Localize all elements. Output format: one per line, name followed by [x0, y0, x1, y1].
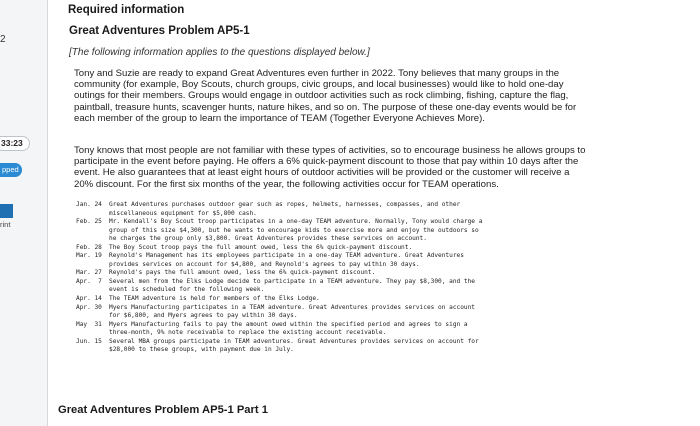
problem-title: Great Adventures Problem AP5-1: [69, 25, 250, 37]
print-button[interactable]: [0, 204, 22, 230]
print-icon: [0, 204, 13, 218]
transaction-date: [76, 210, 109, 219]
paragraph-line: 20% discount. For the first six months of the year, the following activities occur for TEAM operations.: [74, 178, 499, 190]
transaction-text: Myers Manufacturing fails to pay the amount owed within the specified period and agrees to sign a: [109, 320, 468, 328]
transaction-text: miscellaneous equipment for $5,800 cash.: [109, 209, 257, 217]
transaction-line: [76, 269, 686, 278]
transaction-line: [76, 304, 686, 313]
transaction-line: [76, 286, 686, 295]
transaction-text: Mr. Kendall's Boy Scout troop participates in a one-day TEAM adventure. Normally, Tony would charge a: [109, 218, 483, 226]
timer-display: 33:23: [0, 136, 30, 151]
intro-note: [The following information applies to the questions displayed below.]: [69, 47, 370, 58]
transaction-date: Mar. 19: [76, 252, 102, 260]
paragraph-line: Tony and Suzie are ready to expand Great Adventures even further in 2022. Tony believes that many groups in the: [74, 68, 560, 79]
transaction-line: [76, 227, 686, 236]
transaction-text: The TEAM adventure is held for members of the Elks Lodge.: [109, 295, 320, 303]
paragraph-line: event. He also guarantees that at least eight hours of outdoor activities will be provided or the customer will receive a: [74, 167, 570, 179]
transaction-text: he charges the group only $3,800. Great Adventures provides these services on account.: [109, 235, 427, 243]
transaction-date: Jun. 15: [76, 337, 102, 345]
part-title: Great Adventures Problem AP5-1 Part 1: [58, 404, 268, 416]
scenario-paragraph-1: [74, 68, 686, 124]
question-number[interactable]: 2: [0, 34, 6, 45]
paragraph-line: community (for example, Boy Scouts, church groups, civic groups, and local businesses) would like to hold one-day: [74, 79, 564, 91]
transaction-date: [76, 261, 109, 270]
question-nav-rail: [0, 0, 48, 426]
transaction-date: Apr. 7: [76, 277, 102, 285]
transaction-text: event is scheduled for the following week.: [109, 286, 265, 294]
transaction-date: Apr. 30: [76, 303, 102, 311]
transaction-date: [76, 235, 109, 244]
transaction-text: Myers Manufacturing participates in a TEAM adventure. Great Adventures provides services on account: [109, 303, 476, 311]
paragraph-line: Tony knows that most people are not familiar with these types of activities, so to encourage business he allows groups to: [74, 145, 586, 156]
transaction-line: [76, 295, 686, 304]
transaction-line: [76, 201, 686, 210]
transaction-text: The Boy Scout troop pays the full amount owed, less the 6% quick-payment discount.: [109, 243, 413, 251]
transaction-line: [76, 321, 686, 330]
transaction-text: Reynold's Management has its employees participate in a one-day TEAM adventure. Great Adventures: [109, 252, 464, 260]
transaction-date: [76, 346, 109, 355]
transaction-line: [76, 312, 686, 321]
transaction-line: [76, 338, 686, 347]
transaction-text: three-month, 9% note receivable to replace the existing account receivable.: [109, 329, 387, 337]
transaction-line: [76, 261, 686, 270]
transaction-line: [76, 244, 686, 253]
paragraph-line: outings for their members. Groups would engage in outdoor activities such as rock climbing, fishing, capture the flag,: [74, 90, 569, 102]
transaction-date: Jan. 24: [76, 201, 102, 208]
transaction-date: [76, 286, 109, 295]
transaction-text: Several men from the Elks Lodge decide to participate in a TEAM adventure. They pay $8,300, and the: [109, 277, 476, 285]
transaction-line: [76, 278, 686, 287]
transaction-text: Several MBA groups participate in TEAM adventures. Great Adventures provides services on account for: [109, 337, 479, 345]
transaction-text: $28,000 to these groups, with payment due in July.: [109, 346, 294, 354]
transaction-line: [76, 329, 686, 338]
transaction-text: provides services on account for $4,800, and Reynold's agrees to pay within 30 days.: [109, 260, 420, 268]
transaction-date: Apr. 14: [76, 295, 102, 303]
paragraph-line: each member of the group to learn the importance of TEAM (Together Everyone Achieves More).: [74, 112, 485, 124]
transaction-date: [76, 227, 109, 236]
transaction-text: for $6,800, and Myers agrees to pay within 30 days.: [109, 312, 298, 320]
transaction-line: [76, 218, 686, 227]
transaction-date: Feb. 28: [76, 243, 102, 251]
transaction-text: Great Adventures purchases outdoor gear such as ropes, helmets, harnesses, compasses, and other: [109, 201, 461, 208]
transaction-date: Feb. 25: [76, 218, 102, 226]
transaction-text: Reynold's pays the full amount owed, less the 6% quick-payment discount.: [109, 269, 376, 277]
transaction-line: [76, 252, 686, 261]
transaction-date: [76, 329, 109, 338]
transaction-line: [76, 346, 686, 355]
transactions-list: [76, 201, 686, 355]
print-label: rint: [0, 220, 11, 229]
skipped-badge: pped: [0, 163, 22, 177]
transaction-date: [76, 312, 109, 321]
transaction-line: [76, 235, 686, 244]
scenario-paragraph-2: [74, 145, 686, 190]
required-information-heading: Required information: [68, 4, 185, 16]
paragraph-line: participate in the event before paying. He offers a 6% quick-payment discount to those that pay within 10 days after the: [74, 156, 579, 168]
transaction-date: Mar. 27: [76, 269, 102, 277]
transaction-text: group of this size $4,300, but he wants to encourage kids to exercise more and enjoy the outdoors so: [109, 226, 479, 234]
paragraph-line: paintball, treasure hunts, scavenger hunts, nature hikes, and so on. The purpose of these one-day events would be for: [74, 101, 577, 113]
transaction-line: [76, 210, 686, 219]
transaction-date: May 31: [76, 320, 102, 328]
